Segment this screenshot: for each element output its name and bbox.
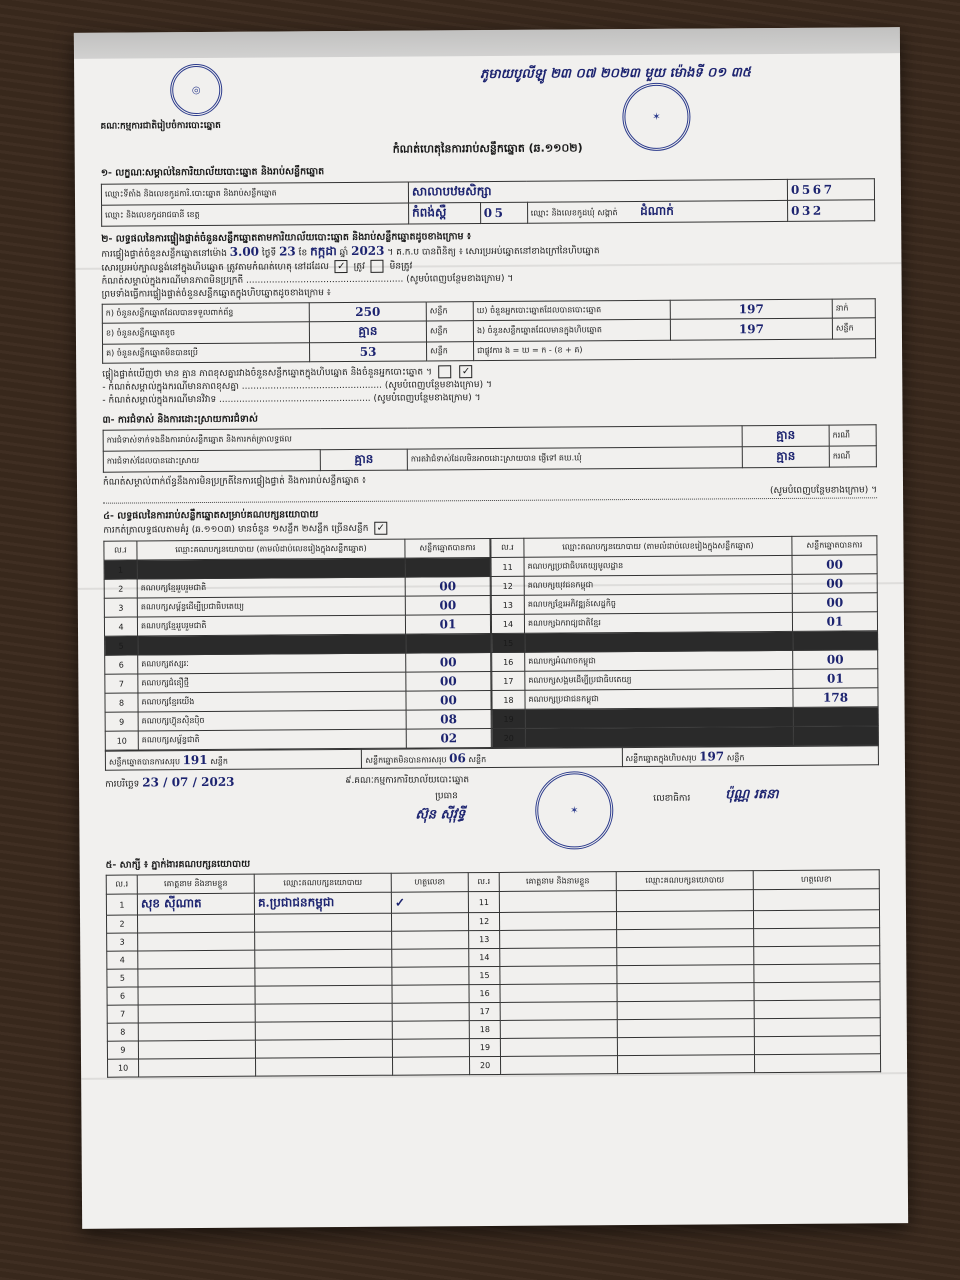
witness-signature: ✓: [391, 892, 468, 914]
section2-heading: ២- លទ្ធផលនៃការផ្ទៀងផ្ទាត់ចំនួនសន្លឹកឆ្នោតតាមការិយាល័យបោះឆ្នោត និងរាប់សន្លឹកឆ្នោតដូចខាងក្រោម ៖: [101, 231, 472, 245]
party-no: 13: [491, 595, 524, 614]
witness-party: [255, 985, 392, 1004]
witness-party: [617, 983, 754, 1002]
spoiled-value: គ្មាន: [309, 321, 426, 343]
col-header: ឈ្មោះគណបក្សនយោបាយ: [616, 871, 753, 891]
witness-name: [500, 1002, 617, 1021]
text: ការផ្ទៀងផ្ទាត់ចំនួនសន្លឹកឆ្នោតនៅម៉ោង: [101, 248, 227, 260]
org-name: គណៈកម្មការជាតិរៀបចំការបោះឆ្នោត: [100, 120, 221, 132]
location-code: [787, 179, 874, 201]
chair-signature: ស៊ុន ស៊ីវុទ្ធី: [415, 807, 466, 823]
witness-name: [500, 930, 617, 949]
header: [100, 59, 875, 142]
party-no: 8: [105, 693, 138, 712]
witness-signature: [391, 913, 468, 932]
witness-signature: [392, 949, 469, 968]
witness-name: [138, 1040, 255, 1059]
witness-name: [500, 984, 617, 1003]
total-invalid-label: សន្លឹកឆ្នោតមិនបានការសរុប: [365, 754, 447, 765]
location-value: សាលាបឋមសិក្សា: [408, 179, 787, 203]
party-party: [137, 558, 405, 579]
witness-no: 14: [469, 948, 500, 966]
text: ផ្ទៀងផ្ទាត់ឃើញថា មាន គ្មាន ភាពខុសគ្នារវាងចំនួនសន្លឹកឆ្នោតក្នុងហិបឆ្នោត និងចំនួនអ្នកបោះឆ្នោត ។: [102, 367, 432, 380]
unresolved-label: ការតវ៉ាជំទាស់ដែលមិនអាចដោះស្រាយបាន ផ្ញើទៅ គឃ.ឃុំ: [407, 447, 742, 470]
unit: ករណី: [829, 425, 876, 446]
witness-name: [500, 1056, 617, 1075]
party-no: 4: [104, 617, 137, 636]
party-party: គណបក្សសង្គមដើម្បីប្រជាធិបតេយ្យ: [525, 669, 793, 690]
party-no: 17: [492, 671, 525, 690]
witness-no: 3: [107, 933, 138, 951]
location-label: ឈ្មោះទីតាំង និងលេខកូដការិ.បោះឆ្នោត និងរាប់សន្លឹកឆ្នោត: [101, 182, 408, 205]
date-label: ការបរិច្ឆេទ: [105, 779, 140, 790]
witness-signature: [754, 964, 880, 983]
party-party: គណបក្សហ៊្វុនស៊ិនប៉ិច: [138, 710, 406, 731]
party-no: 19: [492, 709, 525, 728]
party-no: 20: [492, 728, 525, 747]
difference-note: - កំណត់សម្គាល់ក្នុងករណីមានភាពខុសគ្នា ................................................. (សូមបំពេញបន្ថែមខាងក្រោម) ។: [102, 379, 492, 393]
witness-party: [255, 1021, 392, 1040]
witness-signature: [754, 982, 880, 1001]
date-line: [105, 776, 235, 792]
party-party: [525, 707, 793, 728]
witness-name: [499, 891, 616, 913]
witness-name: [138, 1022, 255, 1041]
total-valid-label: សន្លឹកឆ្នោតបានការសរុប: [108, 756, 181, 767]
witness-signature: [392, 1039, 469, 1058]
unit: ករណី: [829, 446, 876, 467]
witness-no: 15: [469, 966, 500, 984]
witness-signature: [392, 985, 469, 1004]
text: ខែ: [298, 248, 308, 259]
party-party: គណបក្សខ្មែរយើង: [138, 691, 406, 712]
code-digit: 5: [801, 182, 811, 197]
text: ថ្ងៃទី: [261, 248, 277, 259]
party-votes: 178: [793, 688, 878, 708]
spoiled-label: ខ) ចំនួនសន្លឹកឆ្នោតខូច: [102, 322, 309, 344]
witness-no: 20: [469, 1056, 500, 1074]
witness-no: 7: [107, 1005, 138, 1023]
section1-heading: ១- លក្ខណៈសម្គាល់នៃការិយាល័យបោះឆ្នោត និងរាប់សន្លឹកឆ្នោត: [100, 166, 325, 179]
witness-party: [617, 1037, 754, 1056]
section5-heading: ៥- សាក្សី ៖ ភ្នាក់ងារគណបក្សនយោបាយ: [105, 858, 251, 871]
unresolved-value: គ្មាន: [742, 446, 829, 468]
witness-name: [499, 912, 616, 931]
col-header: សន្លឹកឆ្នោតបានការ: [792, 536, 877, 556]
col-header: ហត្ថលេខា: [391, 873, 468, 893]
party-votes: [793, 707, 878, 727]
party-votes: 00: [405, 596, 490, 616]
party-party: គណបក្សសម្ព័ន្ធជាតិ: [138, 729, 406, 750]
witness-name: [137, 914, 254, 933]
party-votes: 01: [793, 669, 878, 689]
witness-signature: [754, 946, 880, 965]
witness-name: [500, 1038, 617, 1057]
province-code: [480, 202, 527, 223]
party-party: [138, 634, 406, 655]
party-no: 14: [491, 614, 524, 633]
code-digit: 2: [812, 203, 822, 218]
resolved-label: ការជំទាស់ដែលបានដោះស្រាយ: [103, 450, 320, 473]
checkbox[interactable]: [438, 365, 451, 378]
secretary-label: លេខាធិការ: [653, 793, 691, 804]
col-header: ឈ្មោះគណបក្សនយោបាយ (តាមលំដាប់លេខរៀងក្នុងសន្លឹកឆ្នោត): [524, 536, 792, 557]
option-label: ត្រូវ: [353, 261, 365, 272]
witness-party: [616, 890, 753, 912]
witness-name: [500, 1020, 617, 1039]
formula: ជាផ្លូវការ ង = ឃ = ក - (ខ + គ): [474, 339, 876, 361]
results-tables: [103, 535, 878, 750]
code-digit: 7: [823, 182, 833, 197]
party-no: 15: [492, 633, 525, 652]
party-row: [105, 729, 491, 751]
handwritten-note: ភូមាយបូលីឡូ ២៣ ០៧ ២០២៣ មួយ ម៉ោងទី ០១ ៣៥: [480, 65, 752, 83]
col-header: ឈ្មោះគណបក្សនយោបាយ: [254, 873, 391, 893]
code-digit: 6: [812, 182, 822, 197]
party-votes: 00: [792, 574, 877, 594]
party-party: គណបក្សខ្មែររួបរួមជាតិ: [137, 615, 405, 636]
witness-signature: [754, 1018, 880, 1037]
party-party: [525, 726, 793, 747]
commune-value: ដំណាក់: [640, 203, 674, 218]
col-header: ហត្ថលេខា: [753, 870, 879, 890]
witness-name: [138, 1004, 255, 1023]
witness-party: [617, 1001, 754, 1020]
witness-party: [255, 1039, 392, 1058]
col-header: គោត្តនាម និងនាមខ្លួន: [499, 872, 616, 892]
witness-no: 19: [469, 1038, 500, 1056]
party-votes: 02: [406, 729, 491, 749]
option-label: មិនត្រូវ: [389, 261, 413, 272]
party-no: 6: [105, 655, 138, 674]
resolved-value: គ្មាន: [320, 449, 407, 471]
party-no: 9: [105, 712, 138, 731]
witness-party: [255, 949, 392, 968]
ballot-count-table: [102, 298, 876, 363]
party-party: គណបក្សប្រជាធិបតេយ្យមូលដ្ឋាន: [524, 555, 792, 576]
witness-no: 18: [469, 1020, 500, 1038]
party-no: 7: [105, 674, 138, 693]
witness-signature: [753, 910, 879, 929]
witness-no: 11: [468, 891, 499, 912]
witness-no: 16: [469, 984, 500, 1002]
witness-party: [254, 913, 391, 932]
section4-heading: ៤- លទ្ធផលនៃការរាប់សន្លឹកឆ្នោតសម្រាប់គណបក្សនយោបាយ: [103, 509, 319, 522]
code-digit: 0: [791, 203, 800, 218]
witness-no: 10: [108, 1059, 139, 1077]
col-header: សន្លឹកឆ្នោតបានការ: [405, 539, 490, 559]
ballot-count-intro: ព្រមទាំងធ្វើការផ្ទៀងផ្ទាត់ចំនួនសន្លឹកឆ្នោតក្នុងហិបឆ្នោតដូចខាងក្រោម ៖: [101, 288, 331, 300]
witness-signature: [754, 928, 880, 947]
witness-party: គ.ប្រជាជនកម្ពុជា: [254, 892, 391, 914]
date-value: 23 / 07 / 2023: [142, 774, 235, 790]
unused-label: គ) ចំនួនសន្លឹកឆ្នោតមិនបានប្រើ: [103, 343, 310, 363]
witness-signature: [753, 889, 879, 911]
unit: សន្លឹក: [832, 318, 875, 339]
verify-month: កក្កដា: [310, 244, 337, 259]
witness-signature: [754, 1036, 880, 1055]
party-votes: 01: [405, 615, 490, 635]
witness-signature: [392, 1021, 469, 1040]
witness-name: [500, 948, 617, 967]
checkbox-checked[interactable]: ✓: [460, 365, 473, 378]
witness-name: [138, 968, 255, 987]
party-no: 18: [492, 690, 525, 709]
unit: សន្លឹក: [468, 754, 487, 764]
party-votes: [793, 726, 878, 746]
party-votes: 00: [793, 650, 878, 670]
witness-name: [138, 950, 255, 969]
witness-signature: [754, 1000, 880, 1019]
party-votes: 00: [406, 691, 491, 711]
unit: សន្លឹក: [427, 342, 474, 361]
code-digit: 3: [801, 203, 811, 218]
witness-party: [255, 967, 392, 986]
witness-no: 5: [107, 969, 138, 987]
witness-party: [617, 1019, 754, 1038]
witness-signature: [392, 967, 469, 986]
dispute-note: - កំណត់សម្គាល់ក្នុងករណីមានវិវាទ ..................................................... (សូមបំពេញបន្ថែមខាងក្រោម) ។: [102, 393, 481, 406]
witness-name: [500, 966, 617, 985]
party-no: 16: [492, 652, 525, 671]
total-invalid-value: 06: [449, 750, 466, 765]
witness-no: 8: [107, 1023, 138, 1041]
party-party: គណបក្សឥស្សរៈ: [138, 653, 406, 674]
commune-code: [788, 200, 875, 222]
witness-party: [617, 1055, 754, 1074]
party-no: 5: [105, 636, 138, 655]
unit: សន្លឹក: [210, 756, 228, 766]
unit: សន្លឹក: [426, 302, 473, 321]
party-no: 12: [491, 576, 524, 595]
party-votes: [793, 631, 878, 651]
received-label: ក) ចំនួនសន្លឹកឆ្នោតដែលបានទទួលពាក់ព័ន្ធ: [102, 303, 309, 323]
party-votes: 00: [792, 555, 877, 575]
party-no: 3: [104, 598, 137, 617]
witness-no: 9: [107, 1041, 138, 1059]
col-header: ល.រ: [468, 872, 499, 891]
col-header: ល.រ: [104, 541, 137, 560]
witness-name: [139, 1058, 256, 1077]
section1-table: [101, 178, 875, 226]
party-party: គណបក្សប្រជាជនកម្ពុជា: [525, 688, 793, 709]
witness-name: [138, 932, 255, 951]
party-no: 10: [105, 731, 138, 750]
party-votes: 00: [406, 672, 491, 692]
in-box-value: 197: [670, 318, 832, 340]
party-votes: [405, 558, 490, 578]
document-title: កំណត់ហេតុនៃការរាប់សន្លឹកឆ្នោត (ឆ.១១០២): [392, 141, 583, 156]
committee-label: ៩.គណៈកម្មការការិយាល័យបោះឆ្នោត: [345, 775, 470, 787]
in-box-label: ង) ចំនួនសន្លឹកឆ្នោតដែលមានក្នុងហិបឆ្នោត: [473, 319, 670, 341]
col-header: ឈ្មោះគណបក្សនយោបាយ (តាមលំដាប់លេខរៀងក្នុងសន្លឹកឆ្នោត): [137, 539, 405, 560]
commune-label-text: ឈ្មោះ និងលេខកូដឃុំ សង្កាត់: [530, 208, 618, 218]
col-header: គោត្តនាម និងនាមខ្លួន: [137, 874, 254, 894]
party-row: [492, 726, 878, 748]
unit: នាក់: [832, 299, 875, 318]
document-page: [74, 27, 908, 1229]
witness-party: [617, 965, 754, 984]
signature-block: [105, 769, 880, 852]
province-value: កំពង់ស្ពឺ: [409, 203, 481, 224]
party-votes: [406, 634, 491, 654]
secretary-signature: ប៉ុណ្ណ រតនា: [725, 786, 779, 803]
total-valid-value: 191: [182, 752, 208, 767]
witness-name: [138, 986, 255, 1005]
text: ។ គ.ក.ប បានពិនិត្យ ៖ សោរប្រអប់ឆ្នោតនៅខាងក្រៅនៃហិបឆ្នោត: [387, 246, 600, 258]
unused-value: 53: [310, 342, 427, 362]
code-digit: 0: [790, 182, 800, 197]
party-votes: 00: [405, 577, 490, 597]
unit: សន្លឹក: [426, 321, 473, 342]
voters-value: 197: [670, 299, 832, 319]
code-digit: 0: [483, 205, 493, 221]
witness-no: 13: [469, 930, 500, 948]
witness-signature: [392, 931, 469, 950]
text: ឆ្នាំ: [339, 247, 349, 259]
party-party: គណបក្សខ្មែរអភិវឌ្ឍន៍សេដ្ឋកិច្ច: [524, 593, 792, 614]
witness-signature: [392, 1057, 469, 1076]
chair-label: ប្រធាន: [435, 791, 458, 802]
party-no: 1: [104, 560, 137, 579]
witness-no: 4: [107, 951, 138, 969]
witness-party: [255, 1003, 392, 1022]
party-votes: 08: [406, 710, 491, 730]
witness-name: សុខ ស៊ីណាត: [137, 893, 254, 915]
checkbox-checked[interactable]: ✓: [374, 522, 387, 535]
total-valid: [105, 749, 362, 770]
results-table-right: [490, 535, 878, 748]
party-party: គណបក្សយុវជនកម្ពុជា: [524, 574, 792, 595]
party-party: គណបក្សឯករាជ្យជាតិខ្មែរ: [524, 612, 792, 633]
witness-party: [617, 929, 754, 948]
total-all-value: 197: [699, 748, 725, 764]
results-table-left: [103, 538, 491, 751]
received-value: 250: [309, 302, 426, 322]
verify-day: 23: [278, 244, 296, 259]
note-tail: (សូមបំពេញបន្ថែមខាងក្រោម) ។: [103, 484, 877, 503]
witness-signature: [392, 1003, 469, 1022]
objection-value: គ្មាន: [742, 425, 829, 447]
party-no: 11: [491, 557, 524, 576]
witness-party: [255, 931, 392, 950]
voters-label: ឃ) ចំនួនអ្នកបោះឆ្នោតដែលបានបោះឆ្នោត: [473, 300, 670, 320]
party-party: គណបក្សសម្ព័ន្ធដើម្បីប្រជាធិបតេយ្យ: [137, 596, 405, 617]
code-digit: 5: [494, 205, 503, 220]
irregular-count-note: កំណត់សម្គាល់ពាក់ព័ន្ធនឹងការមិនប្រក្រតីនៃការផ្ទៀងផ្ទាត់ និងការរាប់សន្លឹកឆ្នោត ៖: [102, 475, 366, 488]
witness-no: 12: [468, 912, 499, 930]
text: ការកត់ត្រាលទ្ធផលតាមគំរូ (ឆ.១១០៣) មានចំនួន ១សន្លឹក ២សន្លឹក ច្រើនសន្លឹក: [103, 523, 369, 536]
official-seal-icon: ✶: [535, 771, 614, 850]
party-party: គណបក្សខ្មែររួបរួមជាតិ: [137, 577, 405, 598]
witness-no: 2: [106, 915, 137, 933]
witness-no: 1: [106, 894, 137, 915]
witness-signature: [754, 1054, 880, 1073]
party-party: គណបក្សអំណាចកម្ពុជា: [525, 650, 793, 671]
total-all-label: សន្លឹកឆ្នោតក្នុងហិបសរុប: [625, 753, 697, 763]
party-votes: 00: [792, 593, 877, 613]
col-header: ល.រ: [106, 875, 137, 894]
total-all: [622, 746, 879, 767]
party-votes: 00: [406, 653, 491, 673]
section3-heading: ៣- ការជំទាស់ និងការដោះស្រាយការជំទាស់: [102, 413, 258, 426]
party-party: គណបក្សជំនឿថ្មី: [138, 672, 406, 693]
witness-table: [106, 869, 881, 1077]
nec-logo-icon: ◎: [170, 64, 222, 116]
party-no: 2: [104, 579, 137, 598]
party-votes: 01: [792, 612, 877, 632]
province-label: ឈ្មោះ និងលេខកូដរាជធានី ខេត្ត: [102, 203, 409, 226]
verify-year: 2023: [351, 243, 385, 258]
unit: សន្លឹក: [726, 752, 745, 762]
commune-label: [527, 200, 788, 223]
witness-no: 17: [469, 1002, 500, 1020]
official-seal-icon: ✶: [622, 83, 690, 151]
party-party: [525, 631, 793, 652]
verify-time: 3.00: [229, 244, 260, 259]
witness-party: [617, 947, 754, 966]
witness-party: [616, 911, 753, 930]
witness-no: 6: [107, 987, 138, 1005]
witness-party: [255, 1057, 392, 1076]
text: សោរប្រអប់ក្បាលខ្ទង់នៅក្នុងហិបឆ្នោត ត្រូវតាមកំណត់ហេតុ នៅដដែល: [101, 262, 329, 274]
objection-table: [103, 424, 877, 472]
checkbox-checked[interactable]: ✓: [335, 260, 348, 273]
col-header: ល.រ: [491, 538, 524, 557]
total-invalid: [362, 748, 622, 769]
objection-label: ការជំទាស់ទាក់ទងនឹងការរាប់សន្លឹកឆ្នោត និងការកត់ត្រាលទ្ធផល: [103, 426, 742, 451]
irregularity-note: កំណត់សម្គាល់ក្នុងករណីមានភាពមិនប្រក្រតី ....................................................... (សូមបំពេញបន្ថែមខាងក្រោម) ។: [101, 273, 514, 287]
